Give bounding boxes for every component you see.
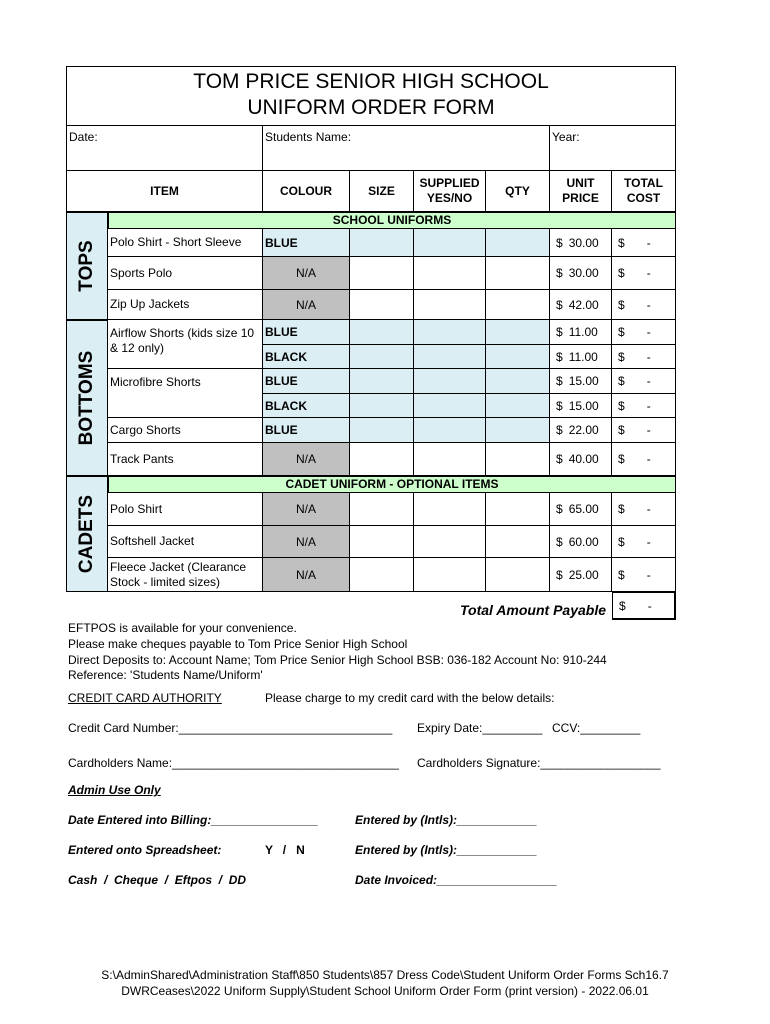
header-supplied (414, 171, 486, 212)
item-name: Polo Shirt (108, 493, 263, 526)
size-input[interactable] (350, 320, 414, 345)
cc-signature-field[interactable]: Cardholders Signature:__________________ (417, 756, 661, 770)
size-input[interactable] (350, 257, 414, 290)
supplied-input[interactable] (414, 257, 486, 290)
supplied-input[interactable] (414, 418, 486, 443)
currency-symbol: $ (618, 502, 625, 516)
cc-expiry-field[interactable]: Expiry Date:_________ (417, 721, 543, 735)
date-label: Date: (69, 130, 98, 144)
form-title (66, 66, 676, 126)
supplied-input[interactable] (414, 394, 486, 418)
admin-entered-by-1[interactable]: Entered by (Intls):____________ (355, 813, 538, 827)
currency-symbol: $ (556, 534, 563, 549)
item-name: Softshell Jacket (108, 526, 263, 558)
price-value: 15.00 (568, 398, 599, 413)
cc-number-field[interactable]: Credit Card Number:________________________________ (68, 721, 393, 735)
qty-input[interactable] (486, 369, 550, 394)
header-unit-l1: UNIT (566, 176, 595, 190)
price-value: 22.00 (568, 423, 599, 437)
total-cost-cell (612, 257, 676, 290)
size-input[interactable] (350, 418, 414, 443)
header-supplied-l1: SUPPLIED (419, 176, 480, 190)
unit-price (550, 257, 612, 290)
cc-name-field[interactable]: Cardholders Name:__________________________________ (68, 756, 399, 770)
supplied-input[interactable] (414, 320, 486, 345)
currency-symbol: $ (618, 235, 625, 250)
year-label: Year: (552, 130, 580, 144)
price-value: 11.00 (568, 349, 598, 364)
admin-billing-field[interactable]: Date Entered into Billing:________________ (68, 813, 319, 827)
note-deposits: Direct Deposits to: Account Name; Tom Price Senior High School BSB: 036-182 Account No: 910-244 (68, 653, 607, 667)
size-input[interactable] (350, 229, 414, 257)
supplied-input[interactable] (414, 526, 486, 558)
item-name: Cargo Shorts (108, 418, 263, 443)
unit-price (550, 493, 612, 526)
supplied-input[interactable] (414, 443, 486, 476)
colour-cell: N/A (263, 443, 350, 476)
price-value: 40.00 (568, 452, 599, 466)
group-tops (66, 212, 108, 320)
admin-yes-no[interactable]: Y / N (265, 843, 305, 857)
qty-input[interactable] (486, 558, 550, 592)
colour-cell: N/A (263, 558, 350, 592)
group-cadets (66, 476, 108, 592)
form-name: UNIFORM ORDER FORM (247, 96, 495, 119)
total-value: - (646, 235, 651, 250)
total-value: - (646, 325, 651, 339)
year-field[interactable] (550, 126, 676, 171)
currency-symbol: $ (618, 266, 625, 280)
total-cost-cell (612, 394, 676, 418)
date-field[interactable] (66, 126, 263, 171)
section-cadet-uniform: CADET UNIFORM - OPTIONAL ITEMS (108, 476, 676, 493)
qty-input[interactable] (486, 394, 550, 418)
total-currency: $ (619, 598, 626, 613)
currency-symbol: $ (618, 534, 625, 549)
cc-heading: CREDIT CARD AUTHORITY (68, 691, 222, 705)
item-name: Sports Polo (108, 257, 263, 290)
size-input[interactable] (350, 443, 414, 476)
size-input[interactable] (350, 558, 414, 592)
currency-symbol: $ (556, 297, 563, 312)
qty-input[interactable] (486, 345, 550, 369)
cadets-label: CADETS (76, 494, 97, 574)
qty-input[interactable] (486, 418, 550, 443)
cc-ccv-field[interactable]: CCV:_________ (552, 721, 641, 735)
school-name: TOM PRICE SENIOR HIGH SCHOOL (193, 70, 549, 93)
qty-input[interactable] (486, 229, 550, 257)
currency-symbol: $ (556, 567, 563, 582)
total-value: - (646, 423, 651, 437)
size-input[interactable] (350, 493, 414, 526)
header-total-l1: TOTAL (624, 176, 663, 190)
unit-price (550, 394, 612, 418)
total-cost-cell (612, 345, 676, 369)
currency-symbol: $ (556, 502, 563, 516)
colour-cell: BLUE (263, 229, 350, 257)
size-input[interactable] (350, 369, 414, 394)
header-total-l2: COST (626, 191, 661, 205)
currency-symbol: $ (556, 235, 563, 250)
qty-input[interactable] (486, 526, 550, 558)
total-label: Total Amount Payable (460, 602, 606, 618)
price-value: 30.00 (568, 235, 599, 250)
total-value: - (647, 598, 652, 613)
currency-symbol: $ (556, 349, 563, 364)
total-value: - (646, 502, 651, 516)
item-name: Microfibre Shorts (108, 369, 263, 418)
price-value: 65.00 (568, 502, 599, 516)
currency-symbol: $ (618, 567, 625, 582)
supplied-input[interactable] (414, 369, 486, 394)
colour-cell: N/A (263, 526, 350, 558)
total-amount (612, 592, 676, 620)
size-input[interactable] (350, 526, 414, 558)
size-input[interactable] (350, 394, 414, 418)
currency-symbol: $ (618, 374, 625, 388)
colour-cell: BLUE (263, 320, 350, 345)
supplied-input[interactable] (414, 229, 486, 257)
unit-price (550, 418, 612, 443)
price-value: 25.00 (568, 567, 599, 582)
unit-price (550, 526, 612, 558)
admin-heading: Admin Use Only (68, 783, 161, 797)
colour-cell: BLACK (263, 345, 350, 369)
total-cost-cell (612, 369, 676, 394)
currency-symbol: $ (618, 349, 625, 364)
total-cost-cell (612, 558, 676, 592)
currency-symbol: $ (556, 398, 563, 413)
header-unit-l2: PRICE (562, 191, 599, 205)
size-input[interactable] (350, 290, 414, 320)
colour-cell: BLACK (263, 394, 350, 418)
currency-symbol: $ (556, 374, 563, 388)
section-school-uniforms: SCHOOL UNIFORMS (108, 212, 676, 229)
colour-cell: BLUE (263, 369, 350, 394)
price-value: 42.00 (568, 297, 599, 312)
admin-spreadsheet-label: Entered onto Spreadsheet: (68, 843, 222, 857)
size-input[interactable] (350, 345, 414, 369)
item-name: Track Pants (108, 443, 263, 476)
header-item: ITEM (66, 171, 263, 212)
student-name-label: Students Name: (265, 130, 352, 144)
bottoms-label: BOTTOMS (76, 350, 97, 446)
tops-label: TOPS (76, 240, 97, 292)
total-cost-cell (612, 526, 676, 558)
item-name: Fleece Jacket (Clearance Stock - limited sizes) (108, 558, 263, 592)
price-value: 60.00 (568, 534, 599, 549)
total-cost-cell (612, 229, 676, 257)
colour-cell: N/A (263, 257, 350, 290)
header-total-cost (612, 171, 676, 212)
qty-input[interactable] (486, 443, 550, 476)
price-value: 30.00 (568, 266, 599, 280)
currency-symbol: $ (618, 423, 625, 437)
qty-input[interactable] (486, 290, 550, 320)
admin-payment-methods[interactable]: Cash / Cheque / Eftpos / DD (68, 873, 247, 887)
cc-instruction: Please charge to my credit card with the below details: (265, 691, 555, 705)
currency-symbol: $ (556, 452, 563, 466)
footer-path-1: S:\AdminShared\Administration Staff\850 Students\857 Dress Code\Student Uniform Order Forms Sch16.7 (101, 968, 669, 982)
unit-price (550, 290, 612, 320)
order-form (66, 66, 676, 620)
group-bottoms (66, 320, 108, 476)
total-value: - (646, 398, 651, 413)
supplied-input[interactable] (414, 290, 486, 320)
total-cost-cell (612, 290, 676, 320)
header-qty: QTY (486, 171, 550, 212)
note-eftpos: EFTPOS is available for your convenience. (68, 621, 297, 635)
total-cost-cell (612, 320, 676, 345)
note-cheques: Please make cheques payable to Tom Price Senior High School (68, 637, 408, 651)
total-value: - (646, 374, 651, 388)
total-value: - (646, 567, 651, 582)
currency-symbol: $ (618, 398, 625, 413)
student-name-field[interactable] (263, 126, 550, 171)
header-supplied-l2: YES/NO (426, 191, 473, 205)
unit-price (550, 369, 612, 394)
qty-input[interactable] (486, 320, 550, 345)
colour-cell: N/A (263, 493, 350, 526)
unit-price (550, 320, 612, 345)
currency-symbol: $ (556, 325, 563, 339)
currency-symbol: $ (618, 325, 625, 339)
currency-symbol: $ (618, 297, 625, 312)
total-value: - (646, 297, 651, 312)
admin-entered-by-2[interactable]: Entered by (Intls):____________ (355, 843, 538, 857)
supplied-input[interactable] (414, 558, 486, 592)
note-reference: Reference: 'Students Name/Uniform' (68, 668, 263, 682)
price-value: 11.00 (568, 325, 598, 339)
supplied-input[interactable] (414, 345, 486, 369)
colour-cell: N/A (263, 290, 350, 320)
total-cost-cell (612, 443, 676, 476)
item-name: Airflow Shorts (kids size 10 & 12 only) (108, 320, 263, 369)
footer-path-2: DWRCeases\2022 Uniform Supply\Student School Uniform Order Form (print version) - 2022.06.01 (121, 984, 649, 998)
supplied-input[interactable] (414, 493, 486, 526)
header-colour: COLOUR (263, 171, 350, 212)
qty-input[interactable] (486, 257, 550, 290)
header-unit-price (550, 171, 612, 212)
total-value: - (646, 534, 651, 549)
unit-price (550, 229, 612, 257)
total-value: - (646, 452, 651, 466)
header-size: SIZE (350, 171, 414, 212)
unit-price (550, 558, 612, 592)
total-value: - (646, 266, 651, 280)
unit-price (550, 443, 612, 476)
item-name: Polo Shirt - Short Sleeve (108, 229, 263, 257)
total-cost-cell (612, 493, 676, 526)
unit-price (550, 345, 612, 369)
qty-input[interactable] (486, 493, 550, 526)
item-name: Zip Up Jackets (108, 290, 263, 320)
total-value: - (646, 349, 651, 364)
admin-date-invoiced[interactable]: Date Invoiced:__________________ (355, 873, 558, 887)
price-value: 15.00 (568, 374, 599, 388)
colour-cell: BLUE (263, 418, 350, 443)
currency-symbol: $ (556, 423, 563, 437)
currency-symbol: $ (556, 266, 563, 280)
total-cost-cell (612, 418, 676, 443)
currency-symbol: $ (618, 452, 625, 466)
